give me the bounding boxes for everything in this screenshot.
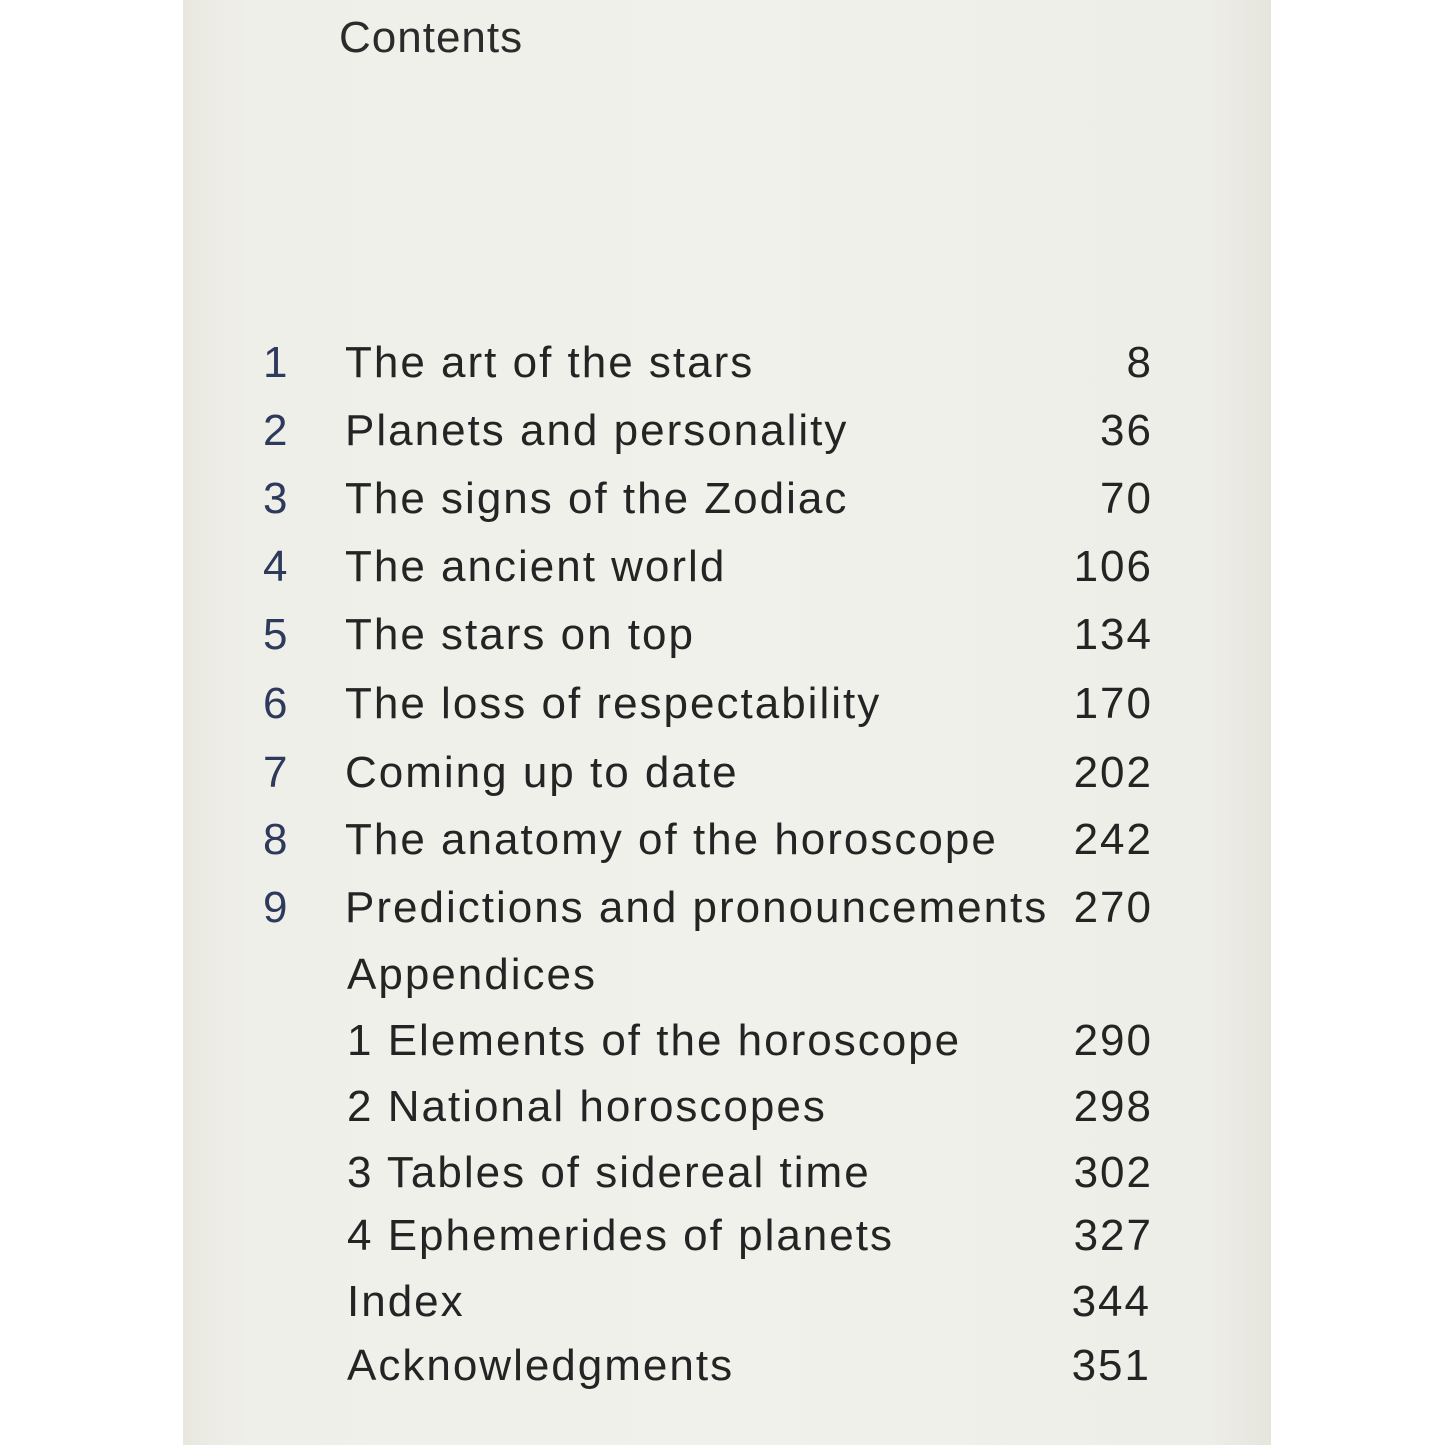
- toc-entry-chapter-8: [0, 810, 1445, 870]
- toc-entry-appendix-2: [0, 1077, 1445, 1137]
- page-number: 242: [1073, 815, 1153, 864]
- appendix-title: 2 National horoscopes: [347, 1082, 827, 1131]
- page-number: 36: [1100, 406, 1153, 455]
- page-number: 170: [1073, 679, 1153, 728]
- page-number: 106: [1073, 542, 1153, 591]
- page-number: 134: [1073, 610, 1153, 659]
- page-number: 8: [1126, 338, 1153, 387]
- page-title: Contents: [339, 13, 524, 62]
- chapter-title: The signs of the Zodiac: [345, 474, 849, 523]
- chapter-title: Predictions and pronouncements: [345, 883, 1049, 932]
- chapter-number: 4: [263, 542, 290, 591]
- toc-entry-chapter-4: [0, 537, 1445, 597]
- back-matter-title: Acknowledgments: [347, 1341, 735, 1390]
- appendices-heading: Appendices: [347, 950, 597, 999]
- chapter-title: The loss of respectability: [345, 679, 882, 728]
- page-number: 290: [1073, 1016, 1153, 1065]
- appendix-title: 4 Ephemerides of planets: [347, 1211, 894, 1260]
- toc-entry-chapter-9: [0, 878, 1445, 938]
- page-number: 270: [1073, 883, 1153, 932]
- appendix-title: 1 Elements of the horoscope: [347, 1016, 962, 1065]
- toc-entry-appendix-4: [0, 1206, 1445, 1266]
- toc-entry-acknowledgments: [0, 1336, 1445, 1396]
- chapter-title: Coming up to date: [345, 748, 739, 797]
- chapter-number: 1: [263, 338, 290, 387]
- toc-entry-chapter-6: [0, 674, 1445, 734]
- toc-entry-appendix-3: [0, 1143, 1445, 1203]
- chapter-title: The anatomy of the horoscope: [345, 815, 998, 864]
- page-number: 298: [1073, 1082, 1153, 1131]
- page-number: 327: [1073, 1211, 1153, 1260]
- chapter-title: The art of the stars: [345, 338, 755, 387]
- toc-entry-chapter-5: [0, 605, 1445, 665]
- page-number: 351: [1071, 1341, 1151, 1390]
- chapter-number: 9: [263, 883, 290, 932]
- chapter-number: 7: [263, 748, 290, 797]
- toc-entry-chapter-3: [0, 469, 1445, 529]
- chapter-number: 5: [263, 610, 290, 659]
- chapter-number: 3: [263, 474, 290, 523]
- toc-entry-chapter-1: [0, 333, 1445, 393]
- chapter-number: 2: [263, 406, 290, 455]
- toc-entry-chapter-2: [0, 401, 1445, 461]
- page-number: 344: [1071, 1277, 1151, 1326]
- page-number: 70: [1100, 474, 1153, 523]
- chapter-title: Planets and personality: [345, 406, 849, 455]
- toc-entry-chapter-7: [0, 743, 1445, 803]
- chapter-title: The stars on top: [345, 610, 695, 659]
- page-number: 302: [1073, 1148, 1153, 1197]
- appendix-title: 3 Tables of sidereal time: [347, 1148, 871, 1197]
- chapter-title: The ancient world: [345, 542, 727, 591]
- back-matter-title: Index: [347, 1277, 465, 1326]
- appendices-heading-row: [0, 945, 1445, 1005]
- toc-entry-appendix-1: [0, 1011, 1445, 1071]
- page-number: 202: [1073, 748, 1153, 797]
- chapter-number: 6: [263, 679, 290, 728]
- toc-entry-index: [0, 1272, 1445, 1332]
- chapter-number: 8: [263, 815, 290, 864]
